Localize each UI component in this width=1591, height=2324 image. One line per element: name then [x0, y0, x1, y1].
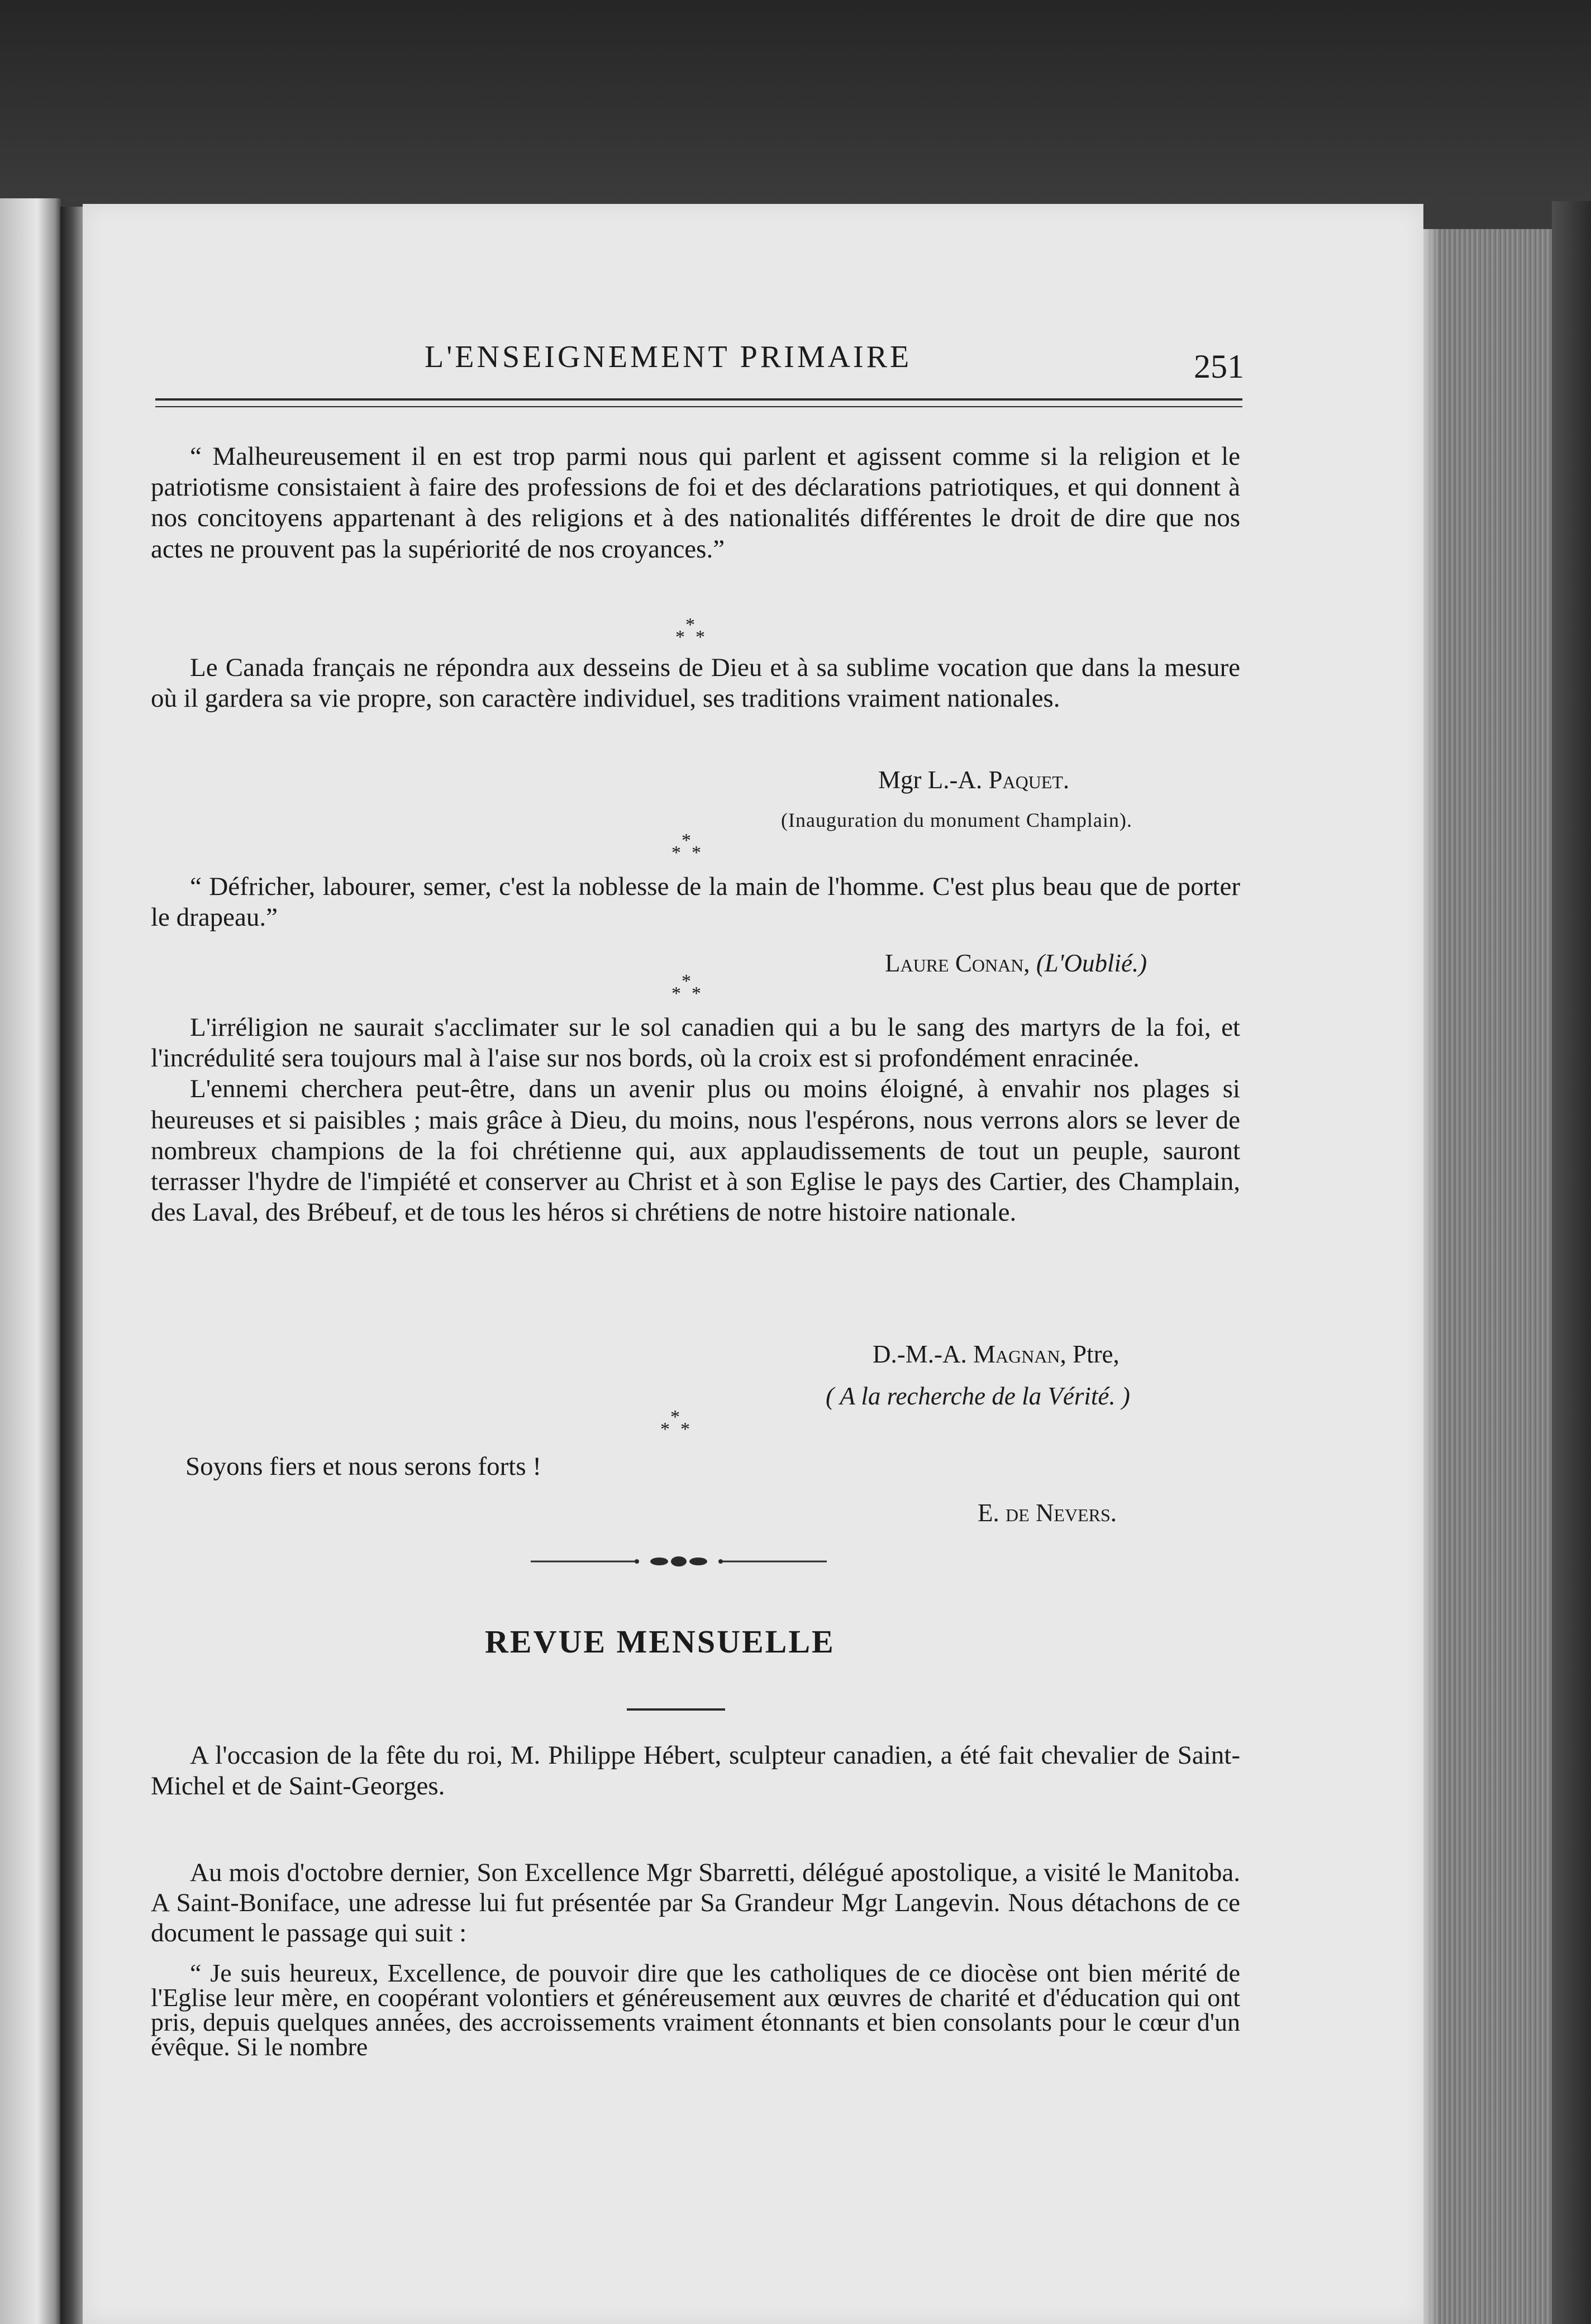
quote-4-para-2: L'ennemi cherchera peut-être, dans un avenir plus ou moins éloigné, à envahir nos plages si heureuses et si paisibles ; mais grâce à Dieu, du moins, nous l'espérons, nous verrons alors se lever de nombreux champions de la foi chrétienne qui, aux applaudissements de tout un peuple, sauront terrasser l'hydre de l'impiété et conserver au Christ et à son Eglise le pays des Cartier, des Champlain, des Laval, des Brébeuf, et de tous les héros si chrétiens de notre histoire nationale.	[151, 1074, 1240, 1227]
header-rule-thin	[155, 406, 1242, 407]
author-name: de Nevers.	[1006, 1499, 1117, 1527]
author-name: Paquet.	[988, 766, 1070, 794]
quote-1	[151, 441, 1240, 565]
quote-2-text: Le Canada français ne répondra aux desseins de Dieu et à sa sublime vocation que dans la mesure où il gardera sa vie propre, son caractère individuel, ses traditions vraiment nationales.	[151, 653, 1240, 713]
quote-3-text: “ Défricher, labourer, semer, c'est la noblesse de la main de l'homme. C'est plus beau que de porter le drapeau.”	[151, 872, 1240, 932]
scan-background-top	[0, 0, 1591, 201]
asterism-divider: * * *	[671, 971, 701, 1004]
section-title-rule	[627, 1708, 725, 1711]
quote-2-author	[878, 765, 1069, 794]
author-suffix: Ptre,	[1066, 1340, 1120, 1368]
asterism-divider: * * *	[675, 615, 705, 647]
author-prefix: Mgr L.-A.	[878, 766, 989, 794]
quote-3	[151, 872, 1240, 933]
quote-2-source: (Inauguration du monument Champlain).	[781, 809, 1132, 831]
asterism-divider: * * *	[671, 830, 701, 863]
quote-3-author	[885, 949, 1147, 978]
section-title: REVUE MENSUELLE	[485, 1623, 835, 1660]
scan-background-right	[1552, 201, 1591, 2324]
running-head: L'ENSEIGNEMENT PRIMAIRE	[425, 340, 912, 374]
section-para-1-text: A l'occasion de la fête du roi, M. Philippe Hébert, sculpteur canadien, a été fait chevalier de Saint-Michel et de Saint-Georges.	[151, 1741, 1240, 1801]
author-prefix: E.	[978, 1499, 1006, 1527]
quote-5-text: Soyons fiers et nous serons forts !	[185, 1452, 542, 1481]
facing-page-edge	[0, 198, 63, 2324]
section-paragraph-1	[151, 1740, 1240, 1802]
quote-4-source: ( A la recherche de la Vérité. )	[826, 1382, 1130, 1410]
author-prefix: D.-M.-A.	[873, 1340, 973, 1368]
section-paragraph-3	[151, 1961, 1240, 2059]
quote-4	[151, 1012, 1240, 1228]
ornamental-divider	[531, 1547, 827, 1575]
section-para-3-text: “ Je suis heureux, Excellence, de pouvoir dire que les catholiques de ce diocèse ont bien mérité de l'Eglise leur mère, en coopérant volontiers et généreusement aux œuvres de charité et d'éducation qui ont pris, depuis quelques années, des accroissements vraiment étonnants et bien consolants pour le cœur d'un évêque. Si le nombre	[151, 1959, 1240, 2061]
author-name: Laure Conan,	[885, 949, 1030, 977]
section-para-2-text: Au mois d'octobre dernier, Son Excellence Mgr Sbarretti, délégué apostolique, a visité le Manitoba. A Saint-Boniface, une adresse lui fut présentée par Sa Grandeur Mgr Langevin. Nous détachons de ce document le passage qui suit :	[151, 1858, 1240, 1947]
author-name: Magnan,	[973, 1340, 1066, 1368]
page-block-highlight	[1423, 229, 1440, 2324]
quote-5-author	[978, 1498, 1117, 1527]
quote-2	[151, 653, 1240, 714]
author-source: (L'Oublié.)	[1036, 949, 1147, 977]
page-block-edges	[1423, 229, 1552, 2324]
quote-4-para-1: L'irréligion ne saurait s'acclimater sur le sol canadien qui a bu le sang des martyrs de la foi, et l'incrédulité sera toujours mal à l'aise sur nos bords, où la croix est si profondément enracinée.	[151, 1013, 1240, 1073]
book-gutter	[60, 207, 84, 2324]
section-paragraph-2	[151, 1858, 1240, 1948]
asterism-divider: * * *	[660, 1407, 690, 1440]
quote-4-author	[873, 1340, 1120, 1369]
page-number: 251	[1194, 348, 1244, 385]
header-rule-thick	[155, 398, 1242, 401]
quote-1-text: “ Malheureusement il en est trop parmi nous qui parlent et agissent comme si la religion et le patriotisme consistaient à faire des professions de foi et des déclarations patriotiques, et qui donnent à nos concitoyens appartenant à des religions et à des nationalités différentes le droit de dire que nos actes ne prouvent pas la supériorité de nos croyances.”	[151, 442, 1240, 564]
